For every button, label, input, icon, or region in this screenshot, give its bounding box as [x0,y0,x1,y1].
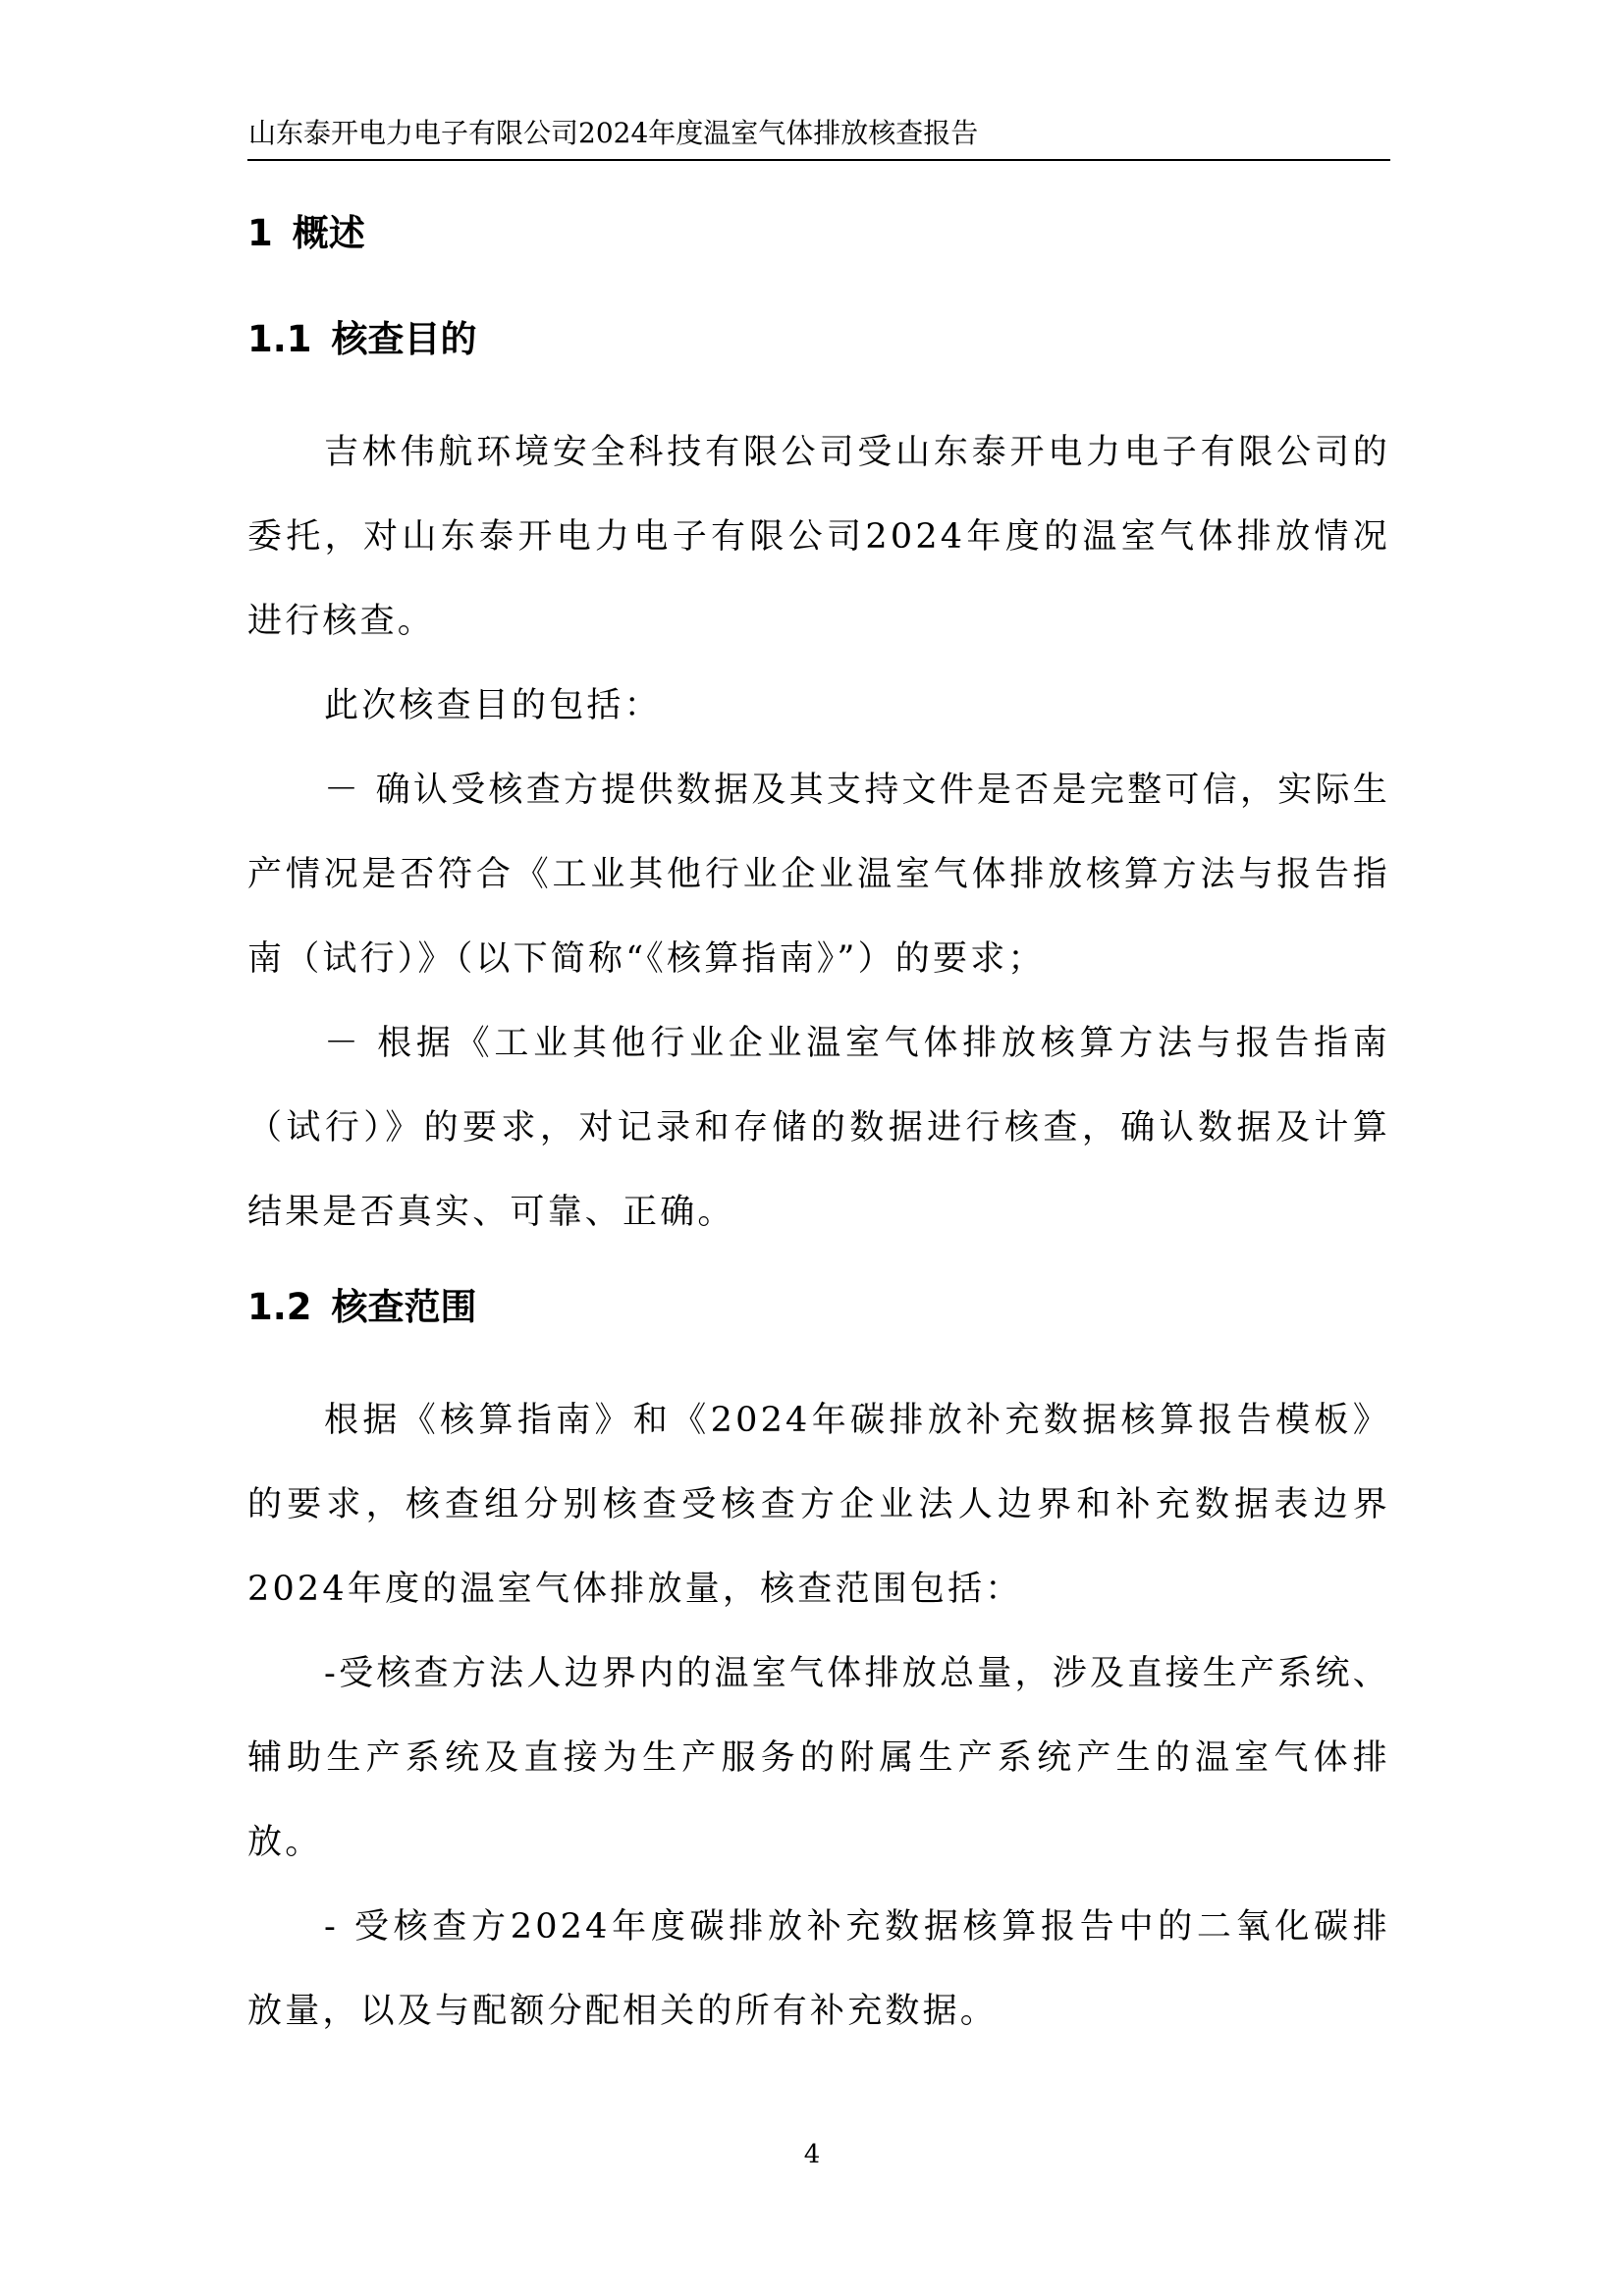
page-number: 4 [803,2140,821,2169]
section-1-2-title: 核查范围 [331,1286,477,1328]
running-header [248,116,1391,151]
section-1-2-number: 1.2 [247,1286,312,1328]
section-1-2-heading [247,1278,1390,1337]
section-1-heading [247,204,1390,263]
paragraph-scope-intro: 根据《核算指南》和《2024年碳排放补充数据核算报告模板》的要求，核查组分别核查受核查方企业法人边界和补充数据表边界2024年度的温室气体排放量，核查范围包括： [247,1401,1390,1609]
paragraph-purpose-item-1: － 确认受核查方提供数据及其支持文件是否是完整可信，实际生产情况是否符合《工业其他行业企业温室气体排放核算方法与报告指南（试行）》（以下简称“《核算指南》”）的要求； [247,771,1390,979]
header-rule [247,159,1390,161]
paragraph-purpose-intro: 吉林伟航环境安全科技有限公司受山东泰开电力电子有限公司的委托，对山东泰开电力电子有限公司2024年度的温室气体排放情况进行核查。 [247,433,1390,641]
paragraph-purpose-list-lead: 此次核查目的包括： [324,686,662,725]
page-body [247,204,1390,2054]
paragraph-scope-item-2: - 受核查方2024年度碳排放补充数据核算报告中的二氧化碳排放量，以及与配额分配相关的所有补充数据。 [247,1907,1390,2031]
paragraph-scope-item-1: -受核查方法人边界内的温室气体排放总量，涉及直接生产系统、辅助生产系统及直接为生产服务的附属生产系统产生的温室气体排放。 [247,1654,1390,1862]
section-1-1-title: 核查目的 [331,318,477,360]
running-header-title: 山东泰开电力电子有限公司2024年度温室气体排放核查报告 [248,117,979,149]
section-1-title: 概述 [292,212,365,254]
section-1-number: 1 [247,212,273,254]
paragraph-purpose-item-2: － 根据《工业其他行业企业温室气体排放核算方法与报告指南（试行）》的要求，对记录和存储的数据进行核查，确认数据及计算结果是否真实、可靠、正确。 [247,1024,1390,1232]
section-gap [247,1255,1390,1278]
section-1-1-heading [247,310,1390,369]
section-1-1-number: 1.1 [247,318,312,360]
